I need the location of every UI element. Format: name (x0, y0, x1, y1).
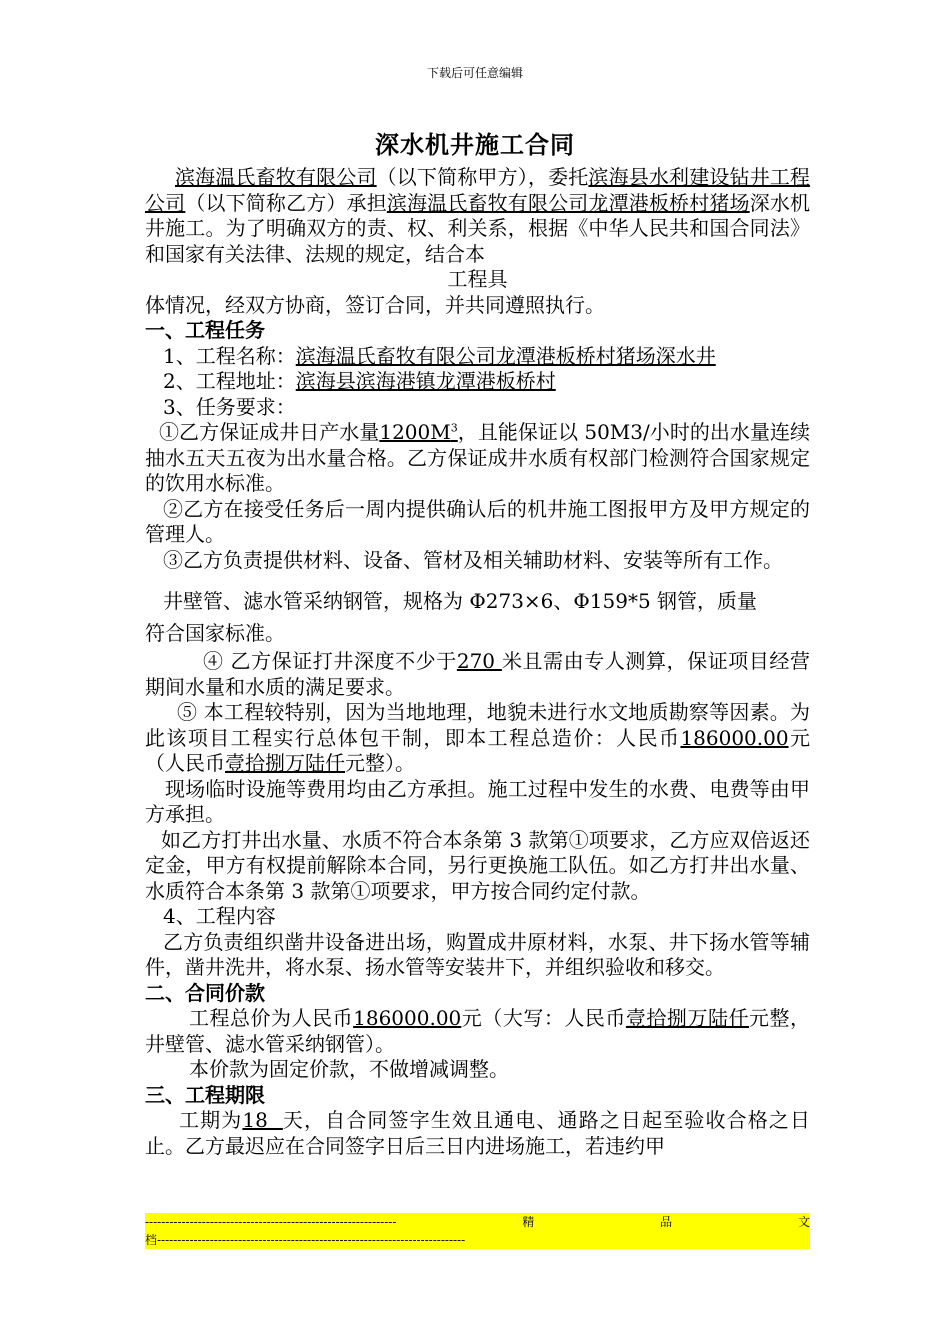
duration-text: 工期为 (179, 1108, 243, 1132)
intro-text-3: 深水机井施工。为了明确双方的责、权、利关系，根据《中华人民共和国合同法》和国家有关法律、法规的规定，结合本 (145, 190, 810, 266)
temporary-facilities-paragraph: 现场临时设施等费用均由乙方承担。施工过程中发生的水费、电费等由甲方承担。 (145, 776, 810, 826)
pipe-spec-2: 符合国家标准。 (145, 621, 285, 645)
project-name-line (145, 344, 810, 370)
daily-yield-value (379, 420, 457, 444)
work-content-label: 4、工程内容 (163, 904, 276, 928)
contract-price-amount: 186000.00 (353, 1006, 462, 1030)
requirements-label: 3、任务要求： (163, 394, 296, 419)
non-compliance-paragraph: 如乙方打井出水量、水质不符合本条第 3 款第①项要求，乙方应双倍返还定金，甲方有权提前解除本合同，另行更换施工队伍。如乙方打井出水量、水质符合本条第 3 款第①项要求，甲方按合同约定付款。 (145, 827, 810, 903)
requirement-1-text: ①乙方保证成井日产水量 (159, 420, 380, 444)
section-1-heading: 一、工程任务 (145, 318, 265, 342)
footer-watermark (145, 1213, 810, 1249)
intro-paragraph (145, 165, 810, 267)
contract-price-text-3: 元整，井壁管、滤水管采纳钢管）。 (145, 1006, 811, 1056)
section-3-heading: 三、工程期限 (145, 1082, 265, 1107)
total-cost-amount: 186000.00 (680, 725, 789, 750)
intro-text-2: （以下简称乙方）承担 (185, 190, 387, 215)
footer-line-2: 档---------------------------------------------------------------------------- (145, 1233, 466, 1247)
footer-char-2: 品 (660, 1215, 673, 1229)
party-b: 滨海县水利建设钻井工程公司 (145, 165, 811, 215)
daily-yield-unit-exponent: 3 (450, 421, 458, 435)
project-address-value: 滨海县滨海港镇龙潭港板桥村 (295, 369, 556, 393)
requirement-4-text-2: 米且需由专人测算，保证项目经营期间水量和水质的满足要求。 (145, 649, 811, 699)
contract-price-words: 壹拾捌万陆仟 (625, 1006, 749, 1030)
party-a: 滨海温氏畜牧有限公司 (175, 165, 377, 189)
requirement-5 (145, 700, 810, 777)
footer-char-3: 文 (797, 1215, 810, 1229)
section-2-heading: 二、合同价款 (145, 980, 265, 1005)
header-note: 下载后可任意编辑 (426, 66, 523, 80)
requirement-3: ③乙方负责提供材料、设备、管材及相关辅助材料、安装等所有工作。 (163, 547, 783, 572)
duration-paragraph (145, 1108, 810, 1159)
contract-price-text-2: 元（大写：人民币 (461, 1006, 626, 1030)
project-site: 滨海温氏畜牧有限公司龙潭港板桥村猪场 (386, 190, 750, 215)
document-title: 深水机井施工合同 (375, 130, 575, 159)
requirement-1 (145, 420, 810, 497)
work-content-paragraph: 乙方负责组织凿井设备进出场，购置成井原材料，水泵、井下扬水管等辅件，凿井洗井，将水泵、扬水管等安装井下，并组织验收和移交。 (145, 929, 810, 979)
contract-price-text: 工程总价为人民币 (189, 1006, 354, 1030)
well-depth-value: 270 (456, 649, 502, 673)
contract-price-paragraph (145, 1006, 810, 1057)
total-cost-words: 壹拾捌万陆仟 (225, 751, 345, 775)
project-address-label: 2、工程地址： (163, 369, 296, 393)
intro-text-5: 体情况，经双方协商，签订合同，并共同遵照执行。 (145, 292, 605, 317)
requirement-1-text-2: ，且能保证以 50M3/小时的出水量连续抽水五天五夜为出水量合格。乙方保证成井水质有权部门检测符合国家规定的饮用水标准。 (145, 420, 811, 495)
fixed-price-note: 本价款为固定价款，不做增减调整。 (189, 1057, 509, 1081)
requirement-5-text-2: 元（人民币 (145, 725, 811, 775)
duration-text-2: 天，自合同签字生效且通电、通路之日起至验收合格之日止。乙方最迟应在合同签字日后三日内进场施工，若违约甲 (145, 1108, 811, 1158)
requirement-5-text-3: 元整）。 (345, 751, 415, 775)
requirement-5-text: ⑤ 本工程较特别，因为当地地理，地貌未进行水文地质勘察等因素。为此该项目工程实行总体包干制，即本工程总造价：人民币 (145, 700, 810, 750)
footer-dashes: -------------------------------------------------------------- (145, 1215, 397, 1229)
footer-line-1 (145, 1213, 810, 1231)
duration-days: 18 (242, 1108, 283, 1132)
project-address-line (145, 369, 810, 395)
requirement-2: ②乙方在接受任务后一周内提供确认后的机井施工图报甲方及甲方规定的管理人。 (145, 496, 810, 546)
intro-text-4: 工程具 (447, 267, 508, 291)
requirement-4-text: ④ 乙方保证打井深度不少于 (203, 649, 457, 673)
daily-yield-number: 1200M (379, 420, 451, 444)
project-name-value: 滨海温氏畜牧有限公司龙潭港板桥村猪场深水井 (295, 343, 716, 368)
pipe-spec: 井壁管、滤水管采纳钢管，规格为 Φ273×6、Φ159*5 钢管，质量 (163, 589, 758, 613)
project-name-label: 1、工程名称： (163, 343, 296, 368)
document-body (145, 165, 810, 1159)
requirement-4 (145, 649, 810, 700)
intro-text-1: （以下简称甲方），委托 (376, 165, 589, 189)
footer-char-1: 精 (522, 1215, 535, 1229)
